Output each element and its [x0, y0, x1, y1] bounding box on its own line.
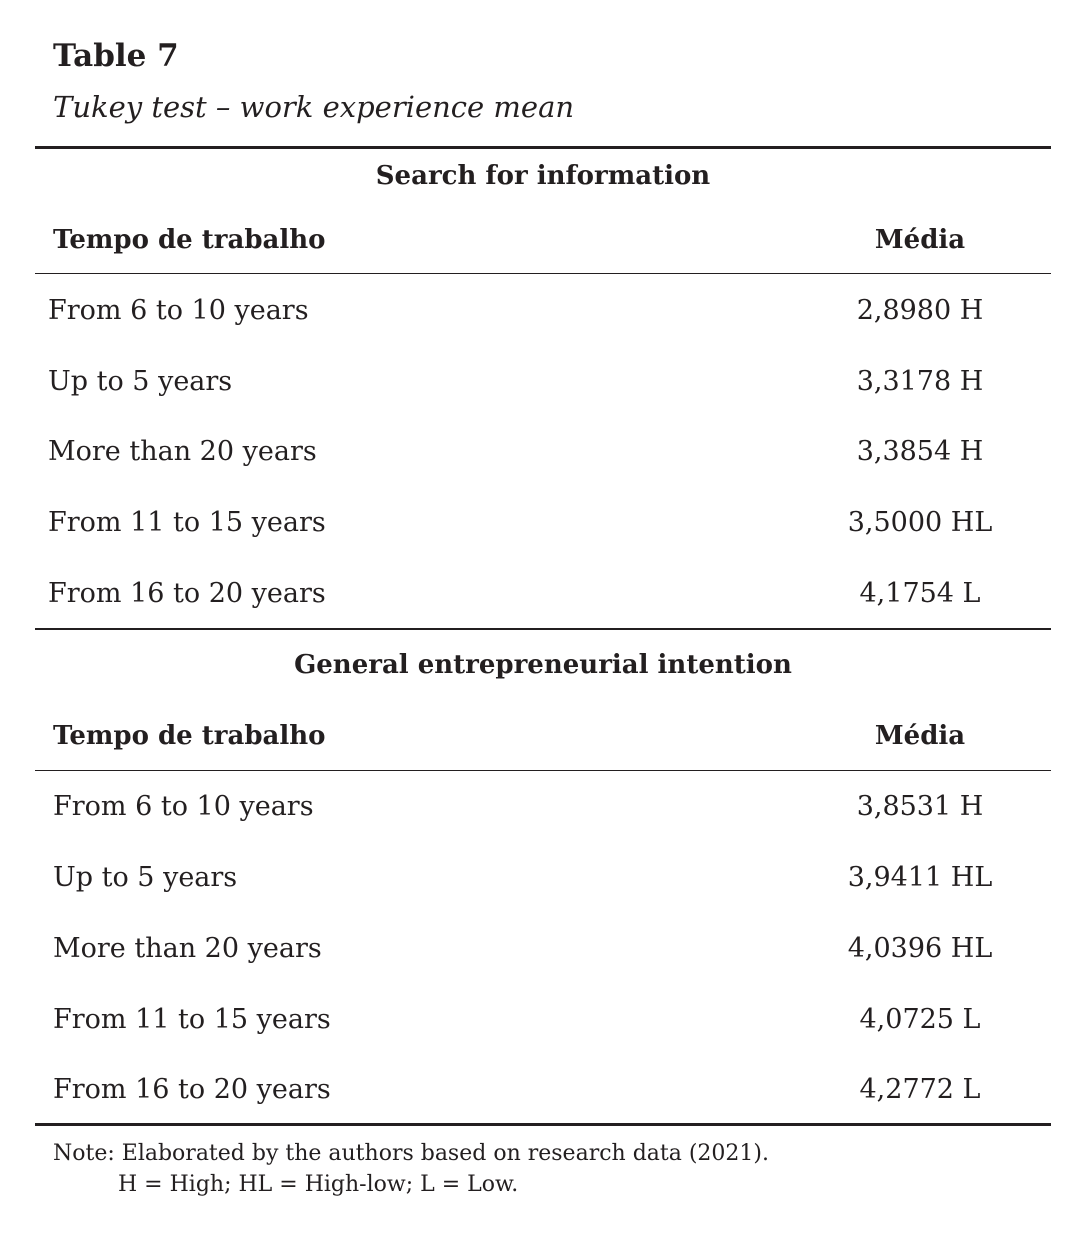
mean-cell: 3,5000 HL — [847, 507, 993, 538]
header-rule — [35, 273, 1051, 274]
top-rule — [35, 146, 1051, 149]
table-row — [0, 578, 1092, 618]
table-note — [53, 1138, 769, 1200]
table-row — [0, 507, 1092, 547]
mean-cell: 4,0725 L — [859, 1004, 981, 1035]
period-cell: From 16 to 20 years — [53, 1074, 331, 1105]
column-header-period: Tempo de trabalho — [53, 721, 326, 751]
period-cell: More than 20 years — [53, 933, 322, 964]
mean-cell: 3,8531 H — [856, 791, 984, 822]
column-header-period: Tempo de trabalho — [53, 225, 326, 255]
mean-cell: 3,9411 HL — [847, 862, 993, 893]
table-row — [0, 933, 1092, 973]
table-row — [0, 791, 1092, 831]
note-legend: H = High; HL = High-low; L = Low. — [118, 1172, 519, 1197]
mean-cell: 3,3854 H — [856, 436, 984, 467]
table-row — [0, 1074, 1092, 1114]
period-cell: Up to 5 years — [53, 862, 238, 893]
table-row — [0, 436, 1092, 476]
period-cell: From 6 to 10 years — [53, 791, 314, 822]
period-cell: From 11 to 15 years — [48, 507, 326, 538]
table-row — [0, 1004, 1092, 1044]
header-rule — [35, 770, 1051, 771]
section-title-intention: General entrepreneurial intention — [294, 650, 792, 680]
mean-cell: 4,1754 L — [859, 578, 981, 609]
section-rule — [35, 628, 1051, 630]
table-caption: Tukey test – work experience mean — [53, 90, 575, 124]
period-cell: Up to 5 years — [48, 366, 233, 397]
mean-cell: 3,3178 H — [856, 366, 984, 397]
column-header-mean: Média — [874, 721, 966, 751]
period-cell: From 11 to 15 years — [53, 1004, 331, 1035]
note-source: Note: Elaborated by the authors based on research data (2021). — [53, 1141, 769, 1166]
period-cell: From 6 to 10 years — [48, 295, 309, 326]
mean-cell: 4,2772 L — [859, 1074, 981, 1105]
table-row — [0, 366, 1092, 406]
period-cell: From 16 to 20 years — [48, 578, 326, 609]
mean-cell: 2,8980 H — [856, 295, 984, 326]
table-row — [0, 862, 1092, 902]
table-row — [0, 295, 1092, 335]
table-label: Table 7 — [53, 38, 179, 74]
period-cell: More than 20 years — [48, 436, 317, 467]
mean-cell: 4,0396 HL — [847, 933, 993, 964]
column-header-mean: Média — [874, 225, 966, 255]
bottom-rule — [35, 1123, 1051, 1126]
section-title-search: Search for information — [375, 161, 711, 191]
